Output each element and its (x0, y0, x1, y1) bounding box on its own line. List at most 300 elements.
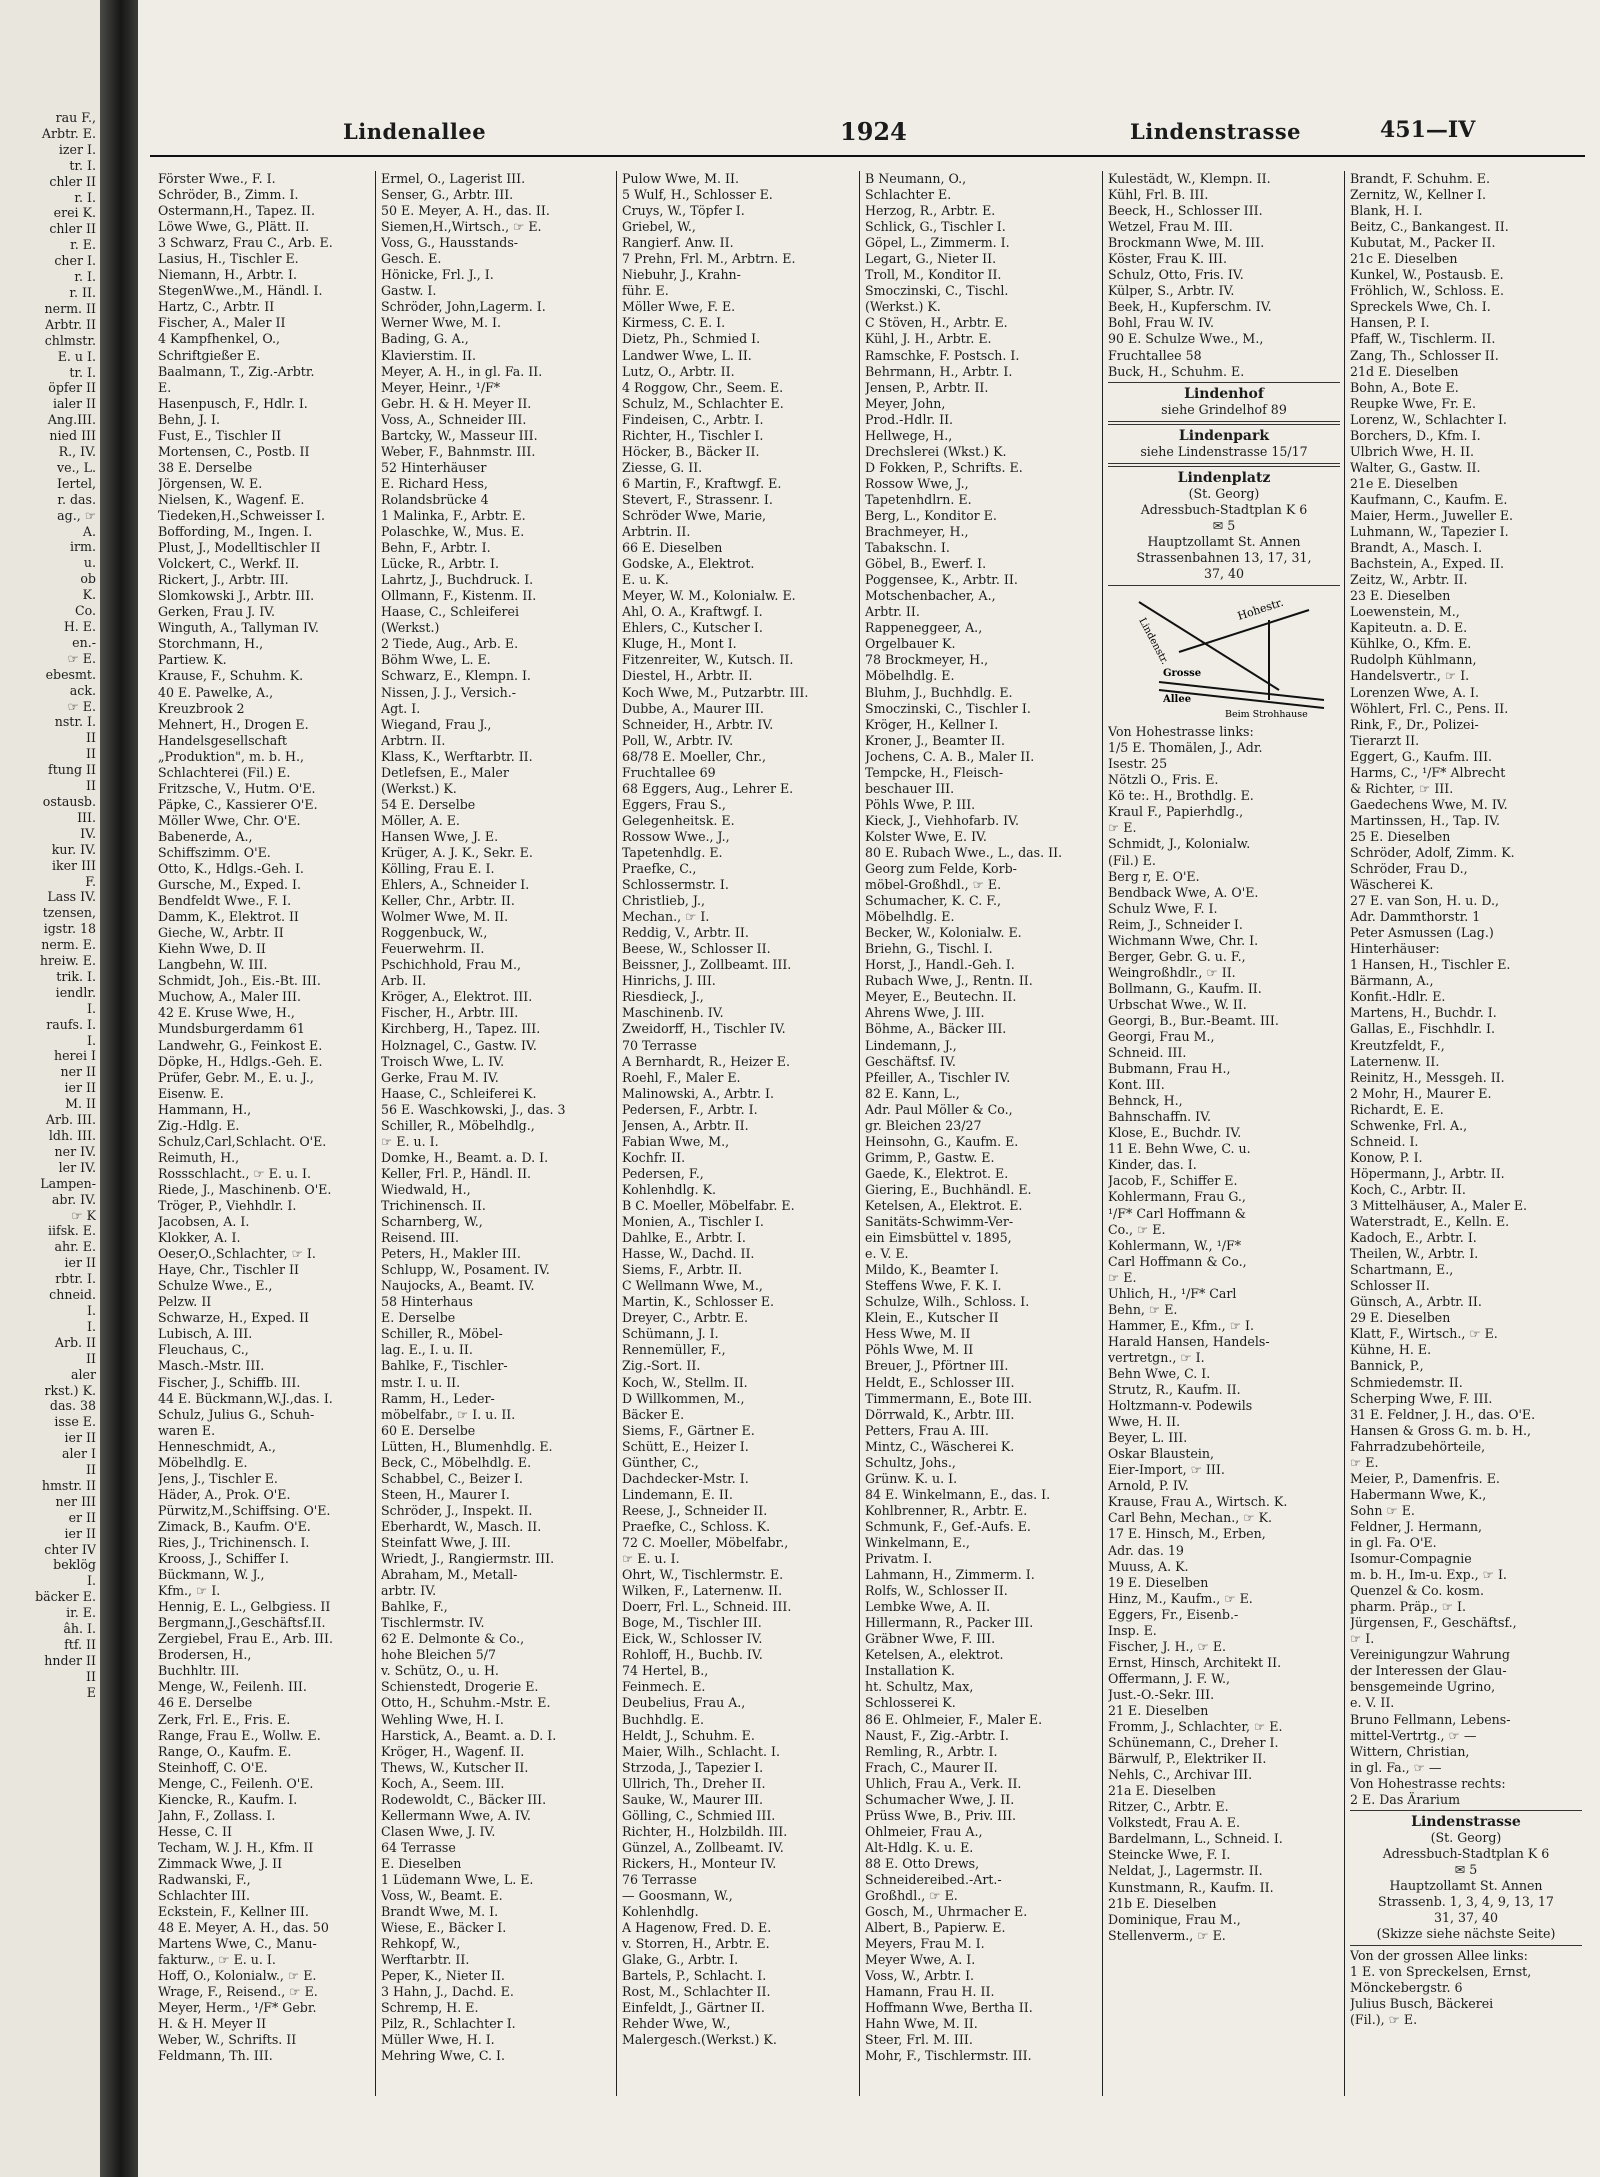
directory-entry: Eggert, G., Kaufm. III. (1350, 748, 1493, 764)
directory-entry: Gebr. H. & H. Meyer II. (381, 395, 532, 411)
directory-entry: 2 Mohr, H., Maurer E. (1350, 1085, 1492, 1101)
directory-entry: E. Derselbe (381, 1310, 456, 1326)
directory-entry: Gräbner Wwe, F. III. (865, 1631, 996, 1647)
directory-entry: Adr. Dammthorstr. 1 (1350, 909, 1481, 925)
directory-entry: Briehn, G., Tischl. I. (865, 941, 993, 957)
directory-entry: Pöhls Wwe, M. II (865, 1342, 974, 1358)
directory-entry: Wetzel, Frau M. III. (1108, 219, 1233, 235)
lindenhof-box (1108, 382, 1340, 422)
directory-entry: Scherping Wwe, F. III. (1350, 1390, 1493, 1406)
directory-entry: Richardt, E. E. (1350, 1101, 1444, 1117)
directory-entry: ☞ E. u. I. (381, 1133, 439, 1149)
lindenplatz-title: Lindenplatz (1177, 469, 1271, 486)
directory-entry: Range, Frau E., Wollw. E. (158, 1727, 321, 1743)
directory-entry: Gerken, Frau J. IV. (158, 604, 276, 620)
directory-entry: Blank, H. I. (1350, 203, 1423, 219)
directory-entry: ht. Schultz, Max, (865, 1679, 974, 1695)
directory-entry: Lücke, R., Arbtr. I. (381, 556, 499, 572)
directory-entry: Meyer, Heinr., ¹/F* (381, 379, 501, 395)
directory-entry: Kühlke, O., Kfm. E. (1350, 636, 1472, 652)
directory-entry: Eier-Import, ☞ III. (1108, 1462, 1225, 1478)
directory-entry: Poll, W., Arbtr. IV. (622, 732, 734, 748)
directory-entry: Berger, Gebr. G. u. F., (1108, 948, 1246, 964)
directory-entry: Kulestädt, W., Klempn. II. (1108, 171, 1271, 186)
adjacent-page-line: öpfer II (48, 380, 96, 396)
adjacent-page-line: ler IV. (58, 1159, 96, 1175)
directory-entry: Günzel, A., Zollbeamt. IV. (622, 1839, 784, 1855)
directory-entry: & Richter, ☞ III. (1350, 780, 1454, 796)
directory-entry: Dachdecker-Mstr. I. (622, 1470, 749, 1486)
directory-entry: Kohlermann, Frau G., (1108, 1189, 1246, 1205)
directory-entry: Plust, J., Modelltischler II (158, 540, 321, 556)
directory-entry: ☞ I. (1350, 1631, 1375, 1647)
directory-entry: Rossow Wwe, J., (865, 475, 969, 491)
directory-entry: Wrage, F., Reisend., ☞ E. (158, 1984, 318, 2000)
directory-entry: Co., ☞ E. (1108, 1221, 1166, 1237)
adjacent-page-line: I. (87, 1573, 96, 1589)
directory-entry: Bahlke, F., Tischler- (381, 1358, 508, 1374)
directory-entry: E. Dieselben (381, 1855, 462, 1871)
adjacent-page-line: II (86, 746, 96, 762)
directory-entry: Reisend. III. (381, 1230, 459, 1246)
directory-entry: Häder, A., Prok. O'E. (158, 1486, 291, 1502)
directory-entry: Schlosserei K. (865, 1695, 956, 1711)
directory-entry: Riesdieck, J., (622, 989, 704, 1005)
directory-entry: Kaufmann, C., Kaufm. E. (1350, 491, 1508, 507)
directory-entry: Krüger, A. J. K., Sekr. E. (381, 844, 533, 860)
directory-entry: 76 Terrasse (622, 1871, 697, 1887)
directory-entry: Maier, Herm., Juweller E. (1350, 507, 1514, 523)
directory-entry: Georgi, Frau M., (1108, 1029, 1215, 1045)
directory-entry: Behn, J. I. (158, 411, 220, 427)
directory-entry: Steffens Wwe, F. K. I. (865, 1278, 1002, 1294)
directory-entry: Kohlbrenner, R., Arbtr. E. (865, 1502, 1028, 1518)
directory-entry: Hennig, E. L., Gelbgiess. II (158, 1599, 331, 1615)
directory-entry: 21e E. Dieselben (1350, 475, 1458, 491)
directory-entry: Schümann, J. I. (622, 1326, 719, 1342)
column-5 (1108, 171, 1340, 2161)
adjacent-page-line: R., IV. (58, 444, 96, 460)
directory-entry: Bendback Wwe, A. O'E. (1108, 884, 1259, 900)
directory-entry: Siems, F., Arbtr. II. (622, 1262, 743, 1278)
directory-entry: Fischer, J., Schiffb. III. (158, 1374, 301, 1390)
adjacent-page-line: igstr. 18 (43, 921, 96, 937)
adjacent-page-text (0, 110, 96, 1701)
directory-entry: Ehlers, A., Schneider I. (381, 877, 530, 893)
directory-entry: Krause, F., Schuhm. K. (158, 668, 304, 684)
directory-entry: Gieche, W., Arbtr. II (158, 925, 284, 941)
box-line: Hauptzollamt St. Annen (1389, 1877, 1543, 1893)
directory-entry: Brodersen, H., (158, 1647, 252, 1663)
directory-entry: 1 Malinka, F., Arbtr. E. (381, 507, 526, 523)
directory-entry: Volkstedt, Frau A. E. (1108, 1815, 1240, 1831)
directory-entry: Polaschke, W., Mus. E. (381, 524, 525, 540)
directory-entry: Maier, Wilh., Schlacht. I. (622, 1743, 780, 1759)
directory-entry: mittel-Vertrtg., ☞ — (1350, 1727, 1477, 1743)
adjacent-page-line: ier II (64, 1430, 96, 1446)
directory-entry: 21b E. Dieselben (1108, 1895, 1217, 1911)
directory-entry: Feuerwehrm. II. (381, 941, 485, 957)
directory-entry: Bärmann, A., (1350, 973, 1434, 989)
directory-entry: Kreutzfeldt, F., (1350, 1037, 1445, 1053)
directory-entry: Zimack, B., Kaufm. O'E. (158, 1518, 311, 1534)
directory-entry: C Stöven, H., Arbtr. E. (865, 315, 1008, 331)
column-4 (865, 171, 1097, 2161)
adjacent-page-line: trik. I. (56, 968, 96, 984)
directory-entry: Hoff, O., Kolonialw., ☞ E. (158, 1968, 317, 1984)
directory-entry: Kühne, H. E. (1350, 1342, 1432, 1358)
directory-entry: (Werkst.) K. (381, 780, 457, 796)
directory-entry: Tapetenhdlg. E. (622, 844, 723, 860)
header-left-street: Lindenallee (343, 119, 487, 144)
directory-entry: 72 C. Moeller, Möbelfabr., (622, 1534, 789, 1550)
directory-entry: Wäscherei K. (1350, 877, 1434, 893)
directory-entry: 58 Hinterhaus (381, 1294, 473, 1310)
directory-entry: Kühl, Frl. B. III. (1108, 187, 1209, 203)
adjacent-page-line: ob (80, 571, 96, 587)
directory-entry: Von der grossen Allee links: (1350, 1948, 1528, 1964)
directory-entry: Meyer, Herm., ¹/F* Gebr. (158, 2000, 317, 2016)
directory-entry: Heldt, E., Schlosser III. (865, 1374, 1015, 1390)
adjacent-page-line: ☞ K (71, 1207, 96, 1223)
directory-entry: waren E. (158, 1422, 216, 1438)
directory-entry: Höcker, B., Bäcker II. (622, 443, 760, 459)
directory-entry: Klein, E., Kutscher II (865, 1310, 999, 1326)
directory-entry: Deubelius, Frau A., (622, 1695, 746, 1711)
adjacent-page-line: iker III (51, 857, 96, 873)
directory-entry: Legart, G., Nieter II. (865, 251, 997, 267)
directory-entry: Meyer, John, (865, 395, 946, 411)
lindenhof-title: Lindenhof (1184, 385, 1264, 402)
directory-entry: Schmidt, J., Kolonialw. (1108, 836, 1251, 852)
adjacent-page-line: cher I. (54, 253, 96, 269)
directory-entry: Wwe, H. II. (1108, 1414, 1181, 1430)
directory-entry: Göbel, B., Ewerf. I. (865, 556, 987, 572)
directory-entry: 11 E. Behn Wwe, C. u. (1108, 1141, 1251, 1157)
adjacent-page-line: abr. IV. (51, 1191, 96, 1207)
directory-entry: Hammer, E., Kfm., ☞ I. (1108, 1317, 1254, 1333)
directory-entry: Ohrt, W., Tischlermstr. E. (622, 1567, 784, 1583)
directory-entry: Kraul F., Papierhdlg., (1108, 804, 1244, 820)
adjacent-page-line: Arbtr. II (45, 316, 96, 332)
lindenpark-title: Lindenpark (1178, 427, 1270, 444)
directory-entry: Petters, Frau A. III. (865, 1422, 989, 1438)
adjacent-page-line: ve., L. (57, 459, 96, 475)
directory-entry: Haye, Chr., Tischler II (158, 1262, 299, 1278)
directory-entry: Möbelhdlg. E. (865, 909, 955, 925)
adjacent-page-line: ahr. E. (54, 1239, 96, 1255)
directory-entry: Rennemüller, F., (622, 1342, 726, 1358)
directory-entry: 1 Hansen, H., Tischler E. (1350, 957, 1511, 973)
directory-entry: Walter, G., Gastw. II. (1350, 459, 1481, 475)
directory-entry: A Hagenow, Fred. D. E. (622, 1920, 772, 1936)
directory-entry: Eick, W., Schlosser IV. (622, 1631, 763, 1647)
directory-entry: Techam, W. J. H., Kfm. II (158, 1839, 314, 1855)
directory-entry: Wriedt, J., Rangiermstr. III. (381, 1551, 555, 1567)
directory-entry: Georgi, B., Bur.-Beamt. III. (1108, 1012, 1279, 1028)
directory-entry: 68/78 E. Moeller, Chr., (622, 748, 766, 764)
directory-entry: Weingroßhdlr., ☞ II. (1108, 964, 1236, 980)
directory-entry: Orgelbauer K. (865, 636, 956, 652)
directory-entry: Zig.-Hdlg. E. (158, 1117, 240, 1133)
directory-entry: Arnold, P. IV. (1108, 1478, 1189, 1494)
adjacent-page-line: nied III (49, 428, 96, 444)
directory-entry: Mechan., ☞ I. (622, 909, 710, 925)
directory-entry: Insp. E. (1108, 1622, 1157, 1638)
directory-entry: Tabakschn. I. (865, 540, 950, 556)
page-header (150, 105, 1585, 157)
directory-entry: Bachstein, A., Exped. II. (1350, 556, 1504, 572)
directory-entry: Zimmack Wwe, J. II (158, 1855, 283, 1871)
directory-entry: Frach, C., Maurer II. (865, 1759, 998, 1775)
directory-entry: Schmidt, Joh., Eis.-Bt. III. (158, 973, 321, 989)
directory-entry: möbelfabr., ☞ I. u. II. (381, 1406, 516, 1422)
directory-entry: 29 E. Dieselben (1350, 1310, 1451, 1326)
directory-entry: Haase, C., Schleiferei K. (381, 1085, 537, 1101)
directory-entry: Becker, W., Kolonialw. E. (865, 925, 1022, 941)
directory-entry: führ. E. (622, 283, 669, 299)
directory-entry: Prüss Wwe, B., Priv. III. (865, 1807, 1017, 1823)
lindenpark-ref: siehe Lindenstrasse 15/17 (1140, 443, 1308, 459)
directory-entry: Hansen Wwe, J. E. (381, 828, 499, 844)
directory-entry: Einfeldt, J., Gärtner II. (622, 2000, 765, 2016)
directory-entry: Schneid. III. (1108, 1045, 1187, 1061)
adjacent-page-line: aler (70, 1366, 96, 1382)
adjacent-page-line: Co. (75, 603, 96, 619)
directory-entry: Beyer, L. III. (1108, 1430, 1188, 1446)
directory-entry: Eckstein, F., Kellner III. (158, 1904, 309, 1920)
directory-entry: E. Richard Hess, (381, 475, 488, 491)
directory-entry: Behnck, H., (1108, 1093, 1183, 1109)
adjacent-page-line: II (86, 778, 96, 794)
directory-entry: Carl Behn, Mechan., ☞ K. (1108, 1510, 1272, 1526)
adjacent-page-line: ☞ E. (67, 650, 96, 666)
directory-entry: 82 E. Kann, L., (865, 1085, 960, 1101)
directory-entry: bensgemeinde Ugrino, (1350, 1679, 1496, 1695)
directory-entry: Uhlich, Frau A., Verk. II. (865, 1775, 1022, 1791)
directory-entry: Voss, A., Schneider III. (381, 411, 527, 427)
adjacent-page-line: chler II (49, 173, 96, 189)
directory-entry: Buck, H., Schuhm. E. (1108, 363, 1245, 379)
adjacent-page-line: II (86, 1668, 96, 1684)
directory-entry: 1 Lüdemann Wwe, L. E. (381, 1871, 534, 1887)
directory-entry: Koch, A., Seem. III. (381, 1775, 505, 1791)
directory-entry: Kiehn Wwe, D. II (158, 941, 266, 957)
directory-entry: Lorenz, W., Schlachter I. (1350, 411, 1507, 427)
directory-entry: Wiedwald, H., (381, 1181, 471, 1197)
adjacent-page-line: ner III (55, 1493, 96, 1509)
directory-entry: 19 E. Dieselben (1108, 1574, 1209, 1590)
directory-entry: Volckert, C., Werkf. II. (158, 556, 300, 572)
directory-entry: ¹/F* Carl Hoffmann & (1108, 1205, 1246, 1221)
box-line: (Skizze siehe nächste Seite) (1376, 1926, 1556, 1942)
directory-entry: Konow, P. I. (1350, 1149, 1423, 1165)
directory-entry: Tapetenhdlrn. E. (865, 491, 972, 507)
directory-entry: 25 E. Dieselben (1350, 828, 1451, 844)
directory-entry: Fromm, J., Schlachter, ☞ E. (1108, 1719, 1283, 1735)
directory-entry: in gl. Fa. O'E. (1350, 1534, 1437, 1550)
directory-entry: Schütt, E., Heizer I. (622, 1438, 749, 1454)
directory-entry: Pfaff, W., Tischlerm. II. (1350, 331, 1496, 347)
directory-entry: Georg zum Felde, Korb- (865, 861, 1017, 877)
directory-entry: Findeisen, C., Arbtr. I. (622, 411, 764, 427)
directory-entry: Bahlke, F., (381, 1599, 448, 1615)
directory-entry: Borchers, D., Kfm. I. (1350, 427, 1481, 443)
directory-entry: Boffording, M., Ingen. I. (158, 524, 313, 540)
directory-entry: gr. Bleichen 23/27 (865, 1117, 982, 1133)
directory-entry: Köster, Frau K. III. (1108, 251, 1227, 267)
directory-entry: 17 E. Hinsch, M., Erben, (1108, 1526, 1266, 1542)
directory-entry: Rappeneggeer, A., (865, 620, 983, 636)
adjacent-page-line: tzensen, (42, 905, 96, 921)
directory-entry: Detlefsen, E., Maler (381, 764, 509, 780)
directory-entry: Schumacher Wwe, J. II. (865, 1791, 1015, 1807)
directory-entry: Christlieb, J., (622, 893, 705, 909)
directory-entry: ☞ E. (1350, 1454, 1379, 1470)
directory-entry: Quenzel & Co. kosm. (1350, 1583, 1484, 1599)
directory-entry: Arb. II. (381, 973, 427, 989)
directory-entry: Schulz,Carl,Schlacht. O'E. (158, 1133, 327, 1149)
adjacent-page-line: rbtr. I. (55, 1271, 96, 1287)
directory-entry: Bading, G. A., (381, 331, 469, 347)
adjacent-page-line: I. (87, 1318, 96, 1334)
directory-entry: Kohlermann, W., ¹/F* (1108, 1237, 1242, 1253)
directory-entry: Langbehn, W. III. (158, 957, 268, 973)
directory-entry: Schmiedemstr. II. (1350, 1374, 1463, 1390)
directory-entry: fakturw., ☞ E. u. I. (158, 1952, 276, 1968)
directory-page (150, 105, 1585, 2175)
adjacent-page-line: rkst.) K. (44, 1382, 96, 1398)
directory-entry: ☞ E. u. I. (622, 1551, 680, 1567)
directory-entry: v. Storren, H., Arbtr. E. (622, 1936, 770, 1952)
directory-entry: 44 E. Bückmann,W.J.,das. I. (158, 1390, 333, 1406)
adjacent-page-line: u. (83, 555, 96, 571)
directory-entry: Brachmeyer, H., (865, 524, 969, 540)
directory-entry: Gerke, Frau M. IV. (381, 1069, 499, 1085)
directory-entry: Kirmess, C. E. I. (622, 315, 726, 331)
directory-entry: Fischer, J. H., ☞ E. (1108, 1638, 1227, 1654)
directory-entry: Storchmann, H., (158, 636, 264, 652)
directory-entry: Hinrichs, J. III. (622, 973, 716, 989)
directory-entry: Schiffszimm. O'E. (158, 844, 271, 860)
directory-entry: Godske, A., Elektrot. (622, 556, 755, 572)
directory-entry: Zergiebel, Frau E., Arb. III. (158, 1631, 334, 1647)
directory-entry: Bohn, A., Bote E. (1350, 379, 1459, 395)
directory-entry: Rossschlacht., ☞ E. u. I. (158, 1165, 311, 1181)
box-line: Adressbuch-Stadtplan K 6 (1382, 1845, 1550, 1861)
directory-entry: Von Hohestrasse rechts: (1350, 1775, 1506, 1791)
directory-entry: Pedersen, F., Arbtr. I. (622, 1101, 758, 1117)
box-line: Strassenb. 1, 3, 4, 9, 13, 17 (1378, 1894, 1554, 1910)
box-line: (St. Georg) (1188, 485, 1260, 501)
directory-entry: Hess Wwe, M. II (865, 1326, 971, 1342)
directory-entry: Steinfatt Wwe, J. III. (381, 1534, 511, 1550)
directory-entry: Heldt, J., Schuhm. E. (622, 1727, 755, 1743)
directory-entry: 1/5 E. Thomälen, J., Adr. (1108, 740, 1263, 756)
directory-entry: Schwarze, H., Exped. II (158, 1310, 310, 1326)
directory-entry: Müller Wwe, H. I. (381, 2032, 495, 2048)
directory-entry: 21a E. Dieselben (1108, 1783, 1216, 1799)
directory-entry: Bohl, Frau W. IV. (1108, 315, 1214, 331)
adjacent-page-line: tr. I. (69, 364, 96, 380)
directory-entry: Jacob, F., Schiffer E. (1108, 1173, 1238, 1189)
directory-entry: 78 Brockmeyer, H., (865, 652, 989, 668)
directory-entry: Winkelmann, E., (865, 1534, 970, 1550)
directory-entry: 2 Tiede, Aug., Arb. E. (381, 636, 519, 652)
directory-entry: Alt-Hdlg. K. u. E. (865, 1839, 974, 1855)
directory-entry: Laternenw. II. (1350, 1053, 1440, 1069)
adjacent-page-line: M. II (65, 1096, 96, 1112)
directory-entry: C Wellmann Wwe, M., (622, 1278, 763, 1294)
directory-entry: Krause, Frau A., Wirtsch. K. (1108, 1494, 1288, 1510)
directory-entry: Rost, M., Schlachter II. (622, 1984, 771, 2000)
directory-entry: Dörrwald, K., Arbtr. III. (865, 1406, 1015, 1422)
directory-entry: Schiller, R., Möbel- (381, 1326, 503, 1342)
directory-entry: Kreuzbrook 2 (158, 700, 245, 716)
directory-entry: Gursche, M., Exped. I. (158, 877, 302, 893)
adjacent-page-line: E (86, 1684, 96, 1700)
directory-entry: Adr. das. 19 (1108, 1542, 1184, 1558)
directory-entry: Eisenw. E. (158, 1085, 224, 1101)
directory-entry: möbel-Großhdl., ☞ E. (865, 877, 1002, 893)
directory-entry: Gastw. I. (381, 283, 437, 299)
directory-entry: 50 E. Meyer, A. H., das. II. (381, 203, 550, 219)
directory-entry: beschauer III. (865, 780, 955, 796)
directory-entry: Jensen, A., Arbtr. II. (622, 1117, 749, 1133)
directory-entry: 40 E. Pawelke, A., (158, 684, 274, 700)
adjacent-page-line: I. (87, 1000, 96, 1016)
directory-entry: Hahn Wwe, M. II. (865, 2016, 978, 2032)
directory-entry: Wittern, Christian, (1350, 1743, 1470, 1759)
directory-entry: Beek, H., Kupferschm. IV. (1108, 299, 1272, 315)
directory-entry: (Fil.) E. (1108, 852, 1156, 868)
adjacent-page-line: hreiw. E. (39, 953, 96, 969)
directory-entry: Lutz, O., Arbtr. II. (622, 363, 735, 379)
directory-entry: Hoffmann Wwe, Bertha II. (865, 2000, 1033, 2016)
directory-entry: Steinhoff, C. O'E. (158, 1759, 268, 1775)
directory-entry: pharm. Präp., ☞ I. (1350, 1599, 1466, 1615)
directory-entry: Hasenpusch, F., Hdlr. I. (158, 395, 308, 411)
directory-entry: Kubutat, M., Packer II. (1350, 235, 1496, 251)
directory-entry: hohe Bleichen 5/7 (381, 1647, 497, 1663)
directory-entry: Hammann, H., (158, 1101, 252, 1117)
directory-entry: Keller, Frl. P., Händl. II. (381, 1165, 532, 1181)
adjacent-page-line: er II (68, 1509, 96, 1525)
directory-entry: Oskar Blaustein, (1108, 1446, 1214, 1462)
adjacent-page-line: r. E. (70, 237, 96, 253)
directory-entry: Wehling Wwe, H. I. (381, 1711, 504, 1727)
directory-entry: Fröhlich, W., Schloss. E. (1350, 283, 1504, 299)
directory-entry: 42 E. Kruse Wwe, H., (158, 1005, 295, 1021)
adjacent-page-line: ostausb. (42, 793, 96, 809)
directory-entry: Bartels, P., Schlacht. I. (622, 1968, 767, 1984)
directory-entry: Bruno Fellmann, Lebens- (1350, 1711, 1511, 1727)
directory-entry: 54 E. Derselbe (381, 796, 476, 812)
directory-entry: Kohlenhdlg. K. (622, 1181, 717, 1197)
directory-entry: Naujocks, A., Beamt. IV. (381, 1278, 535, 1294)
directory-entry: Bückmann, W. J., (158, 1567, 265, 1583)
directory-entry: Monien, A., Tischler I. (622, 1214, 764, 1230)
directory-entry: Grimm, P., Gastw. E. (865, 1149, 995, 1165)
directory-entry: Schwenke, Frl. A., (1350, 1117, 1468, 1133)
directory-entry: Privatm. I. (865, 1551, 933, 1567)
directory-entry: Külper, S., Arbtr. IV. (1108, 283, 1235, 299)
directory-entry: ☞ E. (1108, 1269, 1137, 1285)
directory-entry: Jensen, P., Arbtr. II. (865, 379, 989, 395)
directory-entry: Kroner, J., Beamter II. (865, 732, 1005, 748)
directory-entry: Wiegand, Frau J., (381, 716, 492, 732)
directory-entry: Dietz, Ph., Schmied I. (622, 331, 761, 347)
